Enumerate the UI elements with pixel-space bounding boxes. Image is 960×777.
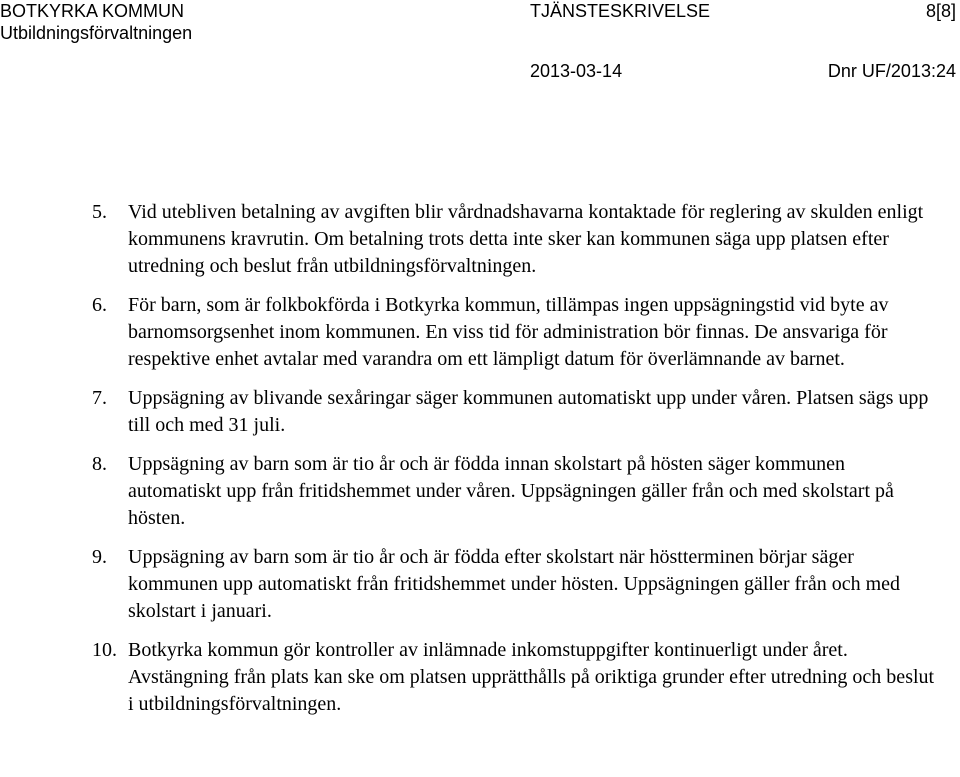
list-item: [92, 637, 942, 718]
item-text: Uppsägning av barn som är tio år och är födda innan skolstart på hösten säger kommunen automatiskt upp från fritidshemmet under våren. Uppsägningen gäller från och med skolstart på hösten.: [128, 453, 894, 529]
item-number: 5.: [92, 201, 107, 223]
department-name: Utbildningsförvaltningen: [0, 23, 193, 43]
item-text: För barn, som är folkbokförda i Botkyrka kommun, tillämpas ingen uppsägningstid vid byte av barnomsorgsenhet inom kommunen. En viss tid för administration bör finnas. De ansvariga för respektive enhet avtalar med varandra om ett lämpligt datum för överlämnande av barnet.: [128, 294, 889, 370]
list-item: [92, 451, 942, 532]
item-number: 10.: [92, 639, 117, 661]
item-text: Uppsägning av blivande sexåringar säger kommunen automatiskt upp under våren. Platsen sägs upp till och med 31 juli.: [128, 387, 929, 436]
item-text: Uppsägning av barn som är tio år och är födda efter skolstart när höstterminen börjar säger kommunen upp automatiskt från fritidshemmet under hösten. Uppsägningen gäller från och med skolstart i januari.: [128, 546, 901, 622]
item-number: 8.: [92, 453, 107, 475]
list-item: [92, 292, 942, 373]
page-number: 8[8]: [925, 1, 956, 21]
numbered-list: [92, 199, 942, 730]
item-number: 6.: [92, 294, 107, 316]
list-item: [92, 199, 942, 280]
document-type: TJÄNSTESKRIVELSE: [530, 1, 711, 21]
item-text: Botkyrka kommun gör kontroller av inlämnade inkomstuppgifter kontinuerligt under året. Avstängning från plats kan ske om platsen upprätthålls på oriktiga grunder efter utredning och beslut i utbildningsförvaltningen.: [128, 639, 935, 715]
item-number: 7.: [92, 387, 107, 409]
list-item: [92, 544, 942, 625]
item-number: 9.: [92, 546, 107, 568]
organization-name: BOTKYRKA KOMMUN: [0, 1, 185, 21]
list-item: [92, 385, 942, 439]
diary-number: Dnr UF/2013:24: [827, 61, 956, 81]
item-text: Vid utebliven betalning av avgiften blir vårdnadshavarna kontaktade för reglering av skulden enligt kommunens kravrutin. Om betalning trots detta inte sker kan kommunen säga upp platsen efter utredning och beslut från utbildningsförvaltningen.: [128, 201, 924, 277]
document-date: 2013-03-14: [530, 61, 623, 81]
